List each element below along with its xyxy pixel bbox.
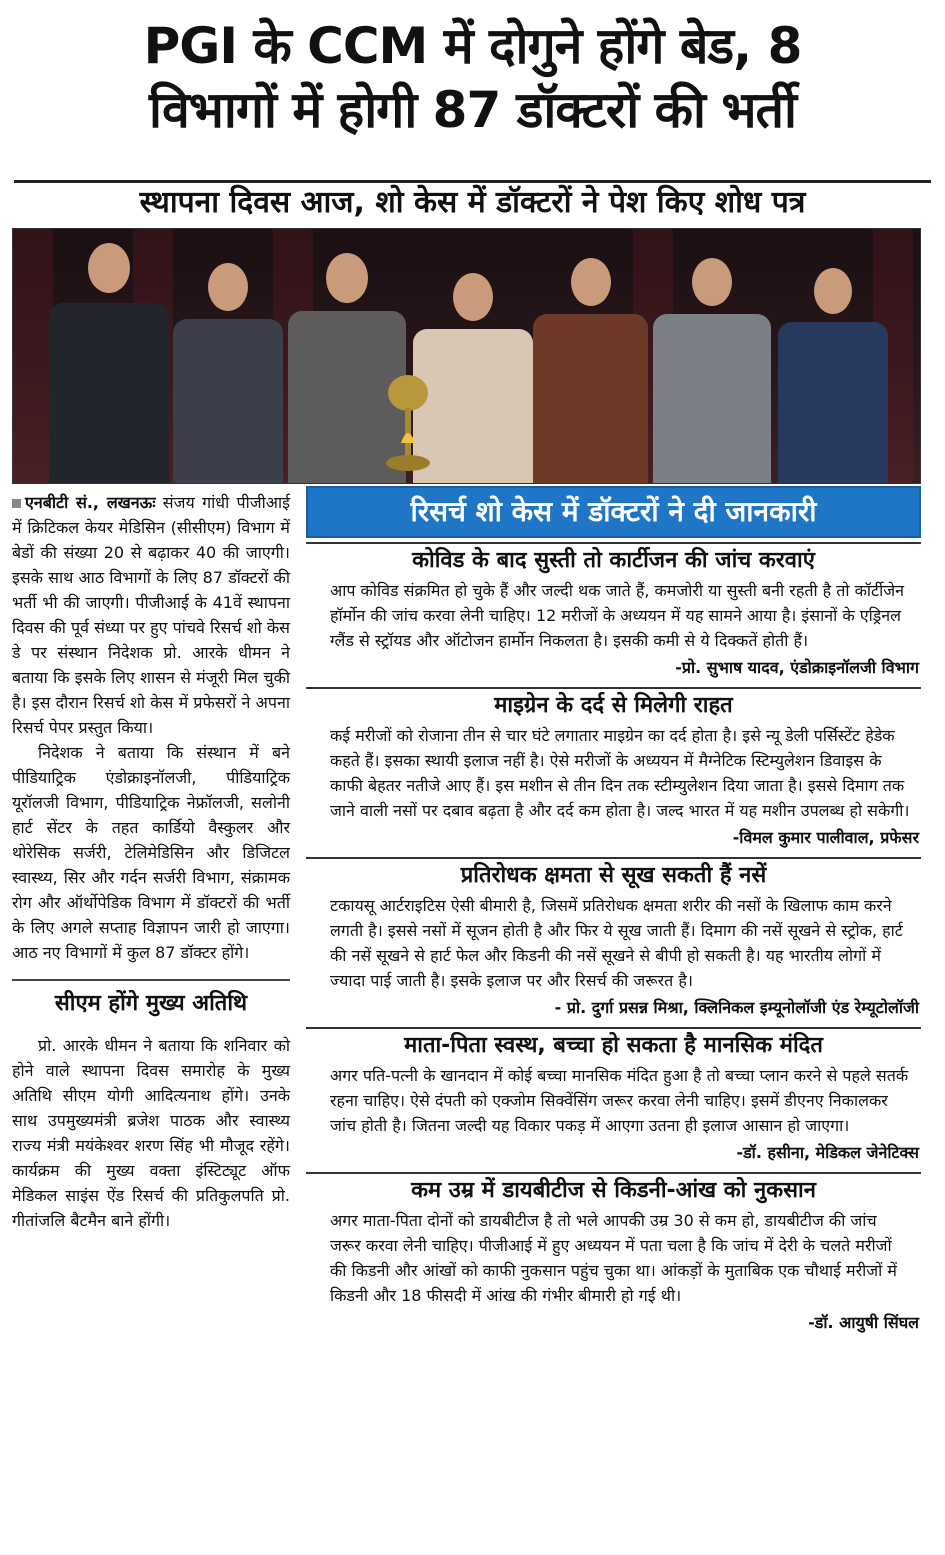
headline-line-2: विभागों में होगी 87 डॉक्टरों की भर्ती [149,81,796,139]
article-body: आप कोविड संक्रमित हो चुके हैं और जल्दी थक जाते हैं, कमजोरी या सुस्ती बनी रहती है तो कॉर्टीजेन हॉर्मोन की जांच करवा लेनी चाहिए। 12 मरीजों के अध्ययन में यह सामने आया है। इंसानों के एड्रिनल ग्लैंड से स्ट्रॉयड और ऑटोजन हार्मोन निकलता है। इसकी कमी से ये दिक्कतें होती हैं। [330,581,904,650]
article-title: कम उम्र में डायबीटीज से किडनी-आंख को नुकसान [306,1172,921,1208]
lead-text: संजय गांधी पीजीआई में क्रिटिकल केयर मेडिसिन (सीसीएम) विभाग में बेडों की संख्या 20 से बढ़ाकर 40 की जाएगी। इसके साथ आठ विभागों के लिए 87 डॉक्टरों की भर्ती भी की जाएगी। पीजीआई के 41वें स्थापना दिवस की पूर्व संध्या पर हुए पांचवे रिसर्च शो केस डे पर संस्थान निदेशक प्रो. आरके धीमन ने बताया कि इसके लिए शासन से मंजूरी मिल चुकी है। इस दौरान रिसर्च शो केस में प्रफेसरों ने अपना रिसर्च पेपर प्रस्तुत किया। [12,493,291,737]
right-column [306,486,921,1338]
article-credit: -डॉ. हसीना, मेडिकल जेनेटिक्स [736,1143,919,1162]
article-1 [306,542,921,683]
research-banner: रिसर्च शो केस में डॉक्टरों ने दी जानकारी [306,486,921,538]
article-credit: - प्रो. दुर्गा प्रसन्न मिश्रा, क्लिनिकल इम्यूनोलॉजी एंड रेम्यूटोलॉजी [554,998,919,1017]
article-credit: -विमल कुमार पालीवाल, प्रफेसर [732,828,919,847]
bullet-icon [12,499,21,508]
article-title: कोविड के बाद सुस्ती तो कार्टीजन की जांच करवाएं [306,542,921,578]
headline [14,14,931,142]
article-title: माइग्रेन के दर्द से मिलेगी राहत [306,687,921,723]
subheadline: स्थापना दिवस आज, शो केस में डॉक्टरों ने पेश किए शोध पत्र [14,180,931,223]
article-4 [306,1027,921,1168]
paragraph-2: निदेशक ने बताया कि संस्थान में बने पीडियाट्रिक एंडोक्राइनॉलजी, पीडियाट्रिक यूरॉलजी विभाग, पीडियाट्रिक नेफ्रॉलजी, सलोनी हार्ट सेंटर के तहत कार्डियो वैस्कुलर और थोरेसिक सर्जरी, टेलिमेडिसिन और डिजिटल स्वास्थ्य, सिर और गर्दन सर्जरी विभाग, संक्रामक रोग और ऑर्थोपेडिक विभाग में डॉक्टरों की भर्ती के लिए अगले सप्ताह विज्ञापन जारी हो जाएगा। आठ नए विभागों में कुल 87 डॉक्टर होंगे। [12,743,290,962]
lamp-icon [383,373,433,483]
article-credit: -डॉ. आयुषी सिंघल [808,1313,919,1332]
lead-paragraph [12,490,290,740]
paragraph-3: प्रो. आरके धीमन ने बताया कि शनिवार को होने वाले स्थापना दिवस समारोह के मुख्य अतिथि सीएम योगी आदित्यनाथ होंगे। उनके साथ उपमुख्यमंत्री ब्रजेश पाठक और स्वास्थ्य राज्य मंत्री मयंकेश्वर शरण सिंह भी मौजूद रहेंगे। कार्यक्रम की मुख्य वक्ता इंस्टिट्यूट ऑफ मेडिकल साइंस ऐंड रिसर्च की प्रतिकुलपति प्रो. गीतांजलि बैटमैन बाने होंगी। [12,1036,290,1230]
article-3 [306,857,921,1023]
article-5 [306,1172,921,1338]
article-body: अगर माता-पिता दोनों को डायबीटीज है तो भले आपकी उम्र 30 से कम हो, डायबीटीज की जांच जरूर करवा लेनी चाहिए। पीजीआई में हुए अध्ययन में पता चला है कि जांच में देरी के चलते मरीजों की किडनी और आंखों को काफी नुकसान पहुंच चुका था। आंकड़ों के मुताबिक एक चौथाई मरीजों में किडनी और 18 फीसदी में आंख की गंभीर बीमारी हो गई थी। [330,1211,897,1305]
article-body: कई मरीजों को रोजाना तीन से चार घंटे लगातार माइग्रेन का दर्द होता है। इसे न्यू डेली पर्सिस्टेंट हेडेक कहते हैं। इसका स्थायी इलाज नहीं है। ऐसे मरीजों के अध्ययन में मैग्नेटिक स्टिम्युलेशन डिवाइस के काफी बेहतर नतीजे आए हैं। इस मशीन से तीन दिन तक स्टीम्युलेशन दिया जाता है। इससे दिमाग तक जाने वाली नसों पर दबाव बढ़ता है और दर्द कम होता है। जल्द भारत में यह मशीन उपलब्ध हो सकेगी। [330,726,910,820]
headline-line-1: PGI के CCM में दोगुने होंगे बेड, 8 [143,17,802,75]
article-title: माता-पिता स्वस्थ, बच्चा हो सकता है मानसिक मंदित [306,1027,921,1063]
cm-heading: सीएम होंगे मुख्य अतिथि [12,979,290,1021]
article-credit: -प्रो. सुभाष यादव, एंडोक्राइनॉलजी विभाग [675,658,919,677]
article-body: अगर पति-पत्नी के खानदान में कोई बच्चा मानसिक मंदित हुआ है तो बच्चा प्लान करने से पहले सतर्क रहना चाहिए। ऐसे दंपती को एक्जोम सिक्वेंसिंग जरूर करवा लेनी चाहिए। इसमें डीएनए निकालकर जांच होती है। जितना जल्दी यह विकार पकड़ में आएगा उतना ही इलाज आसान हो जाएगा। [330,1066,909,1135]
event-photo [12,228,921,484]
byline: एनबीटी सं., लखनऊः [25,493,156,512]
article-2 [306,687,921,853]
article-body: टकायसू आर्टराइटिस ऐसी बीमारी है, जिसमें प्रतिरोधक क्षमता शरीर की नसों के खिलाफ काम करने लगती है। इससे नसों में सूजन होती है और फिर ये सूख जाती हैं। दिमाग की नसें सूखने से स्ट्रोक, हार्ट की नसें सूखने से हार्ट फेल और किडनी की नसें सूखने से बीपी हो सकती है। यह भारतीय लोगों में ज्यादा पाई जाती है। इसके इलाज पर और रिसर्च की जरूरत है। [330,896,903,990]
article-title: प्रतिरोधक क्षमता से सूख सकती हैं नसें [306,857,921,893]
left-column [12,490,290,1233]
